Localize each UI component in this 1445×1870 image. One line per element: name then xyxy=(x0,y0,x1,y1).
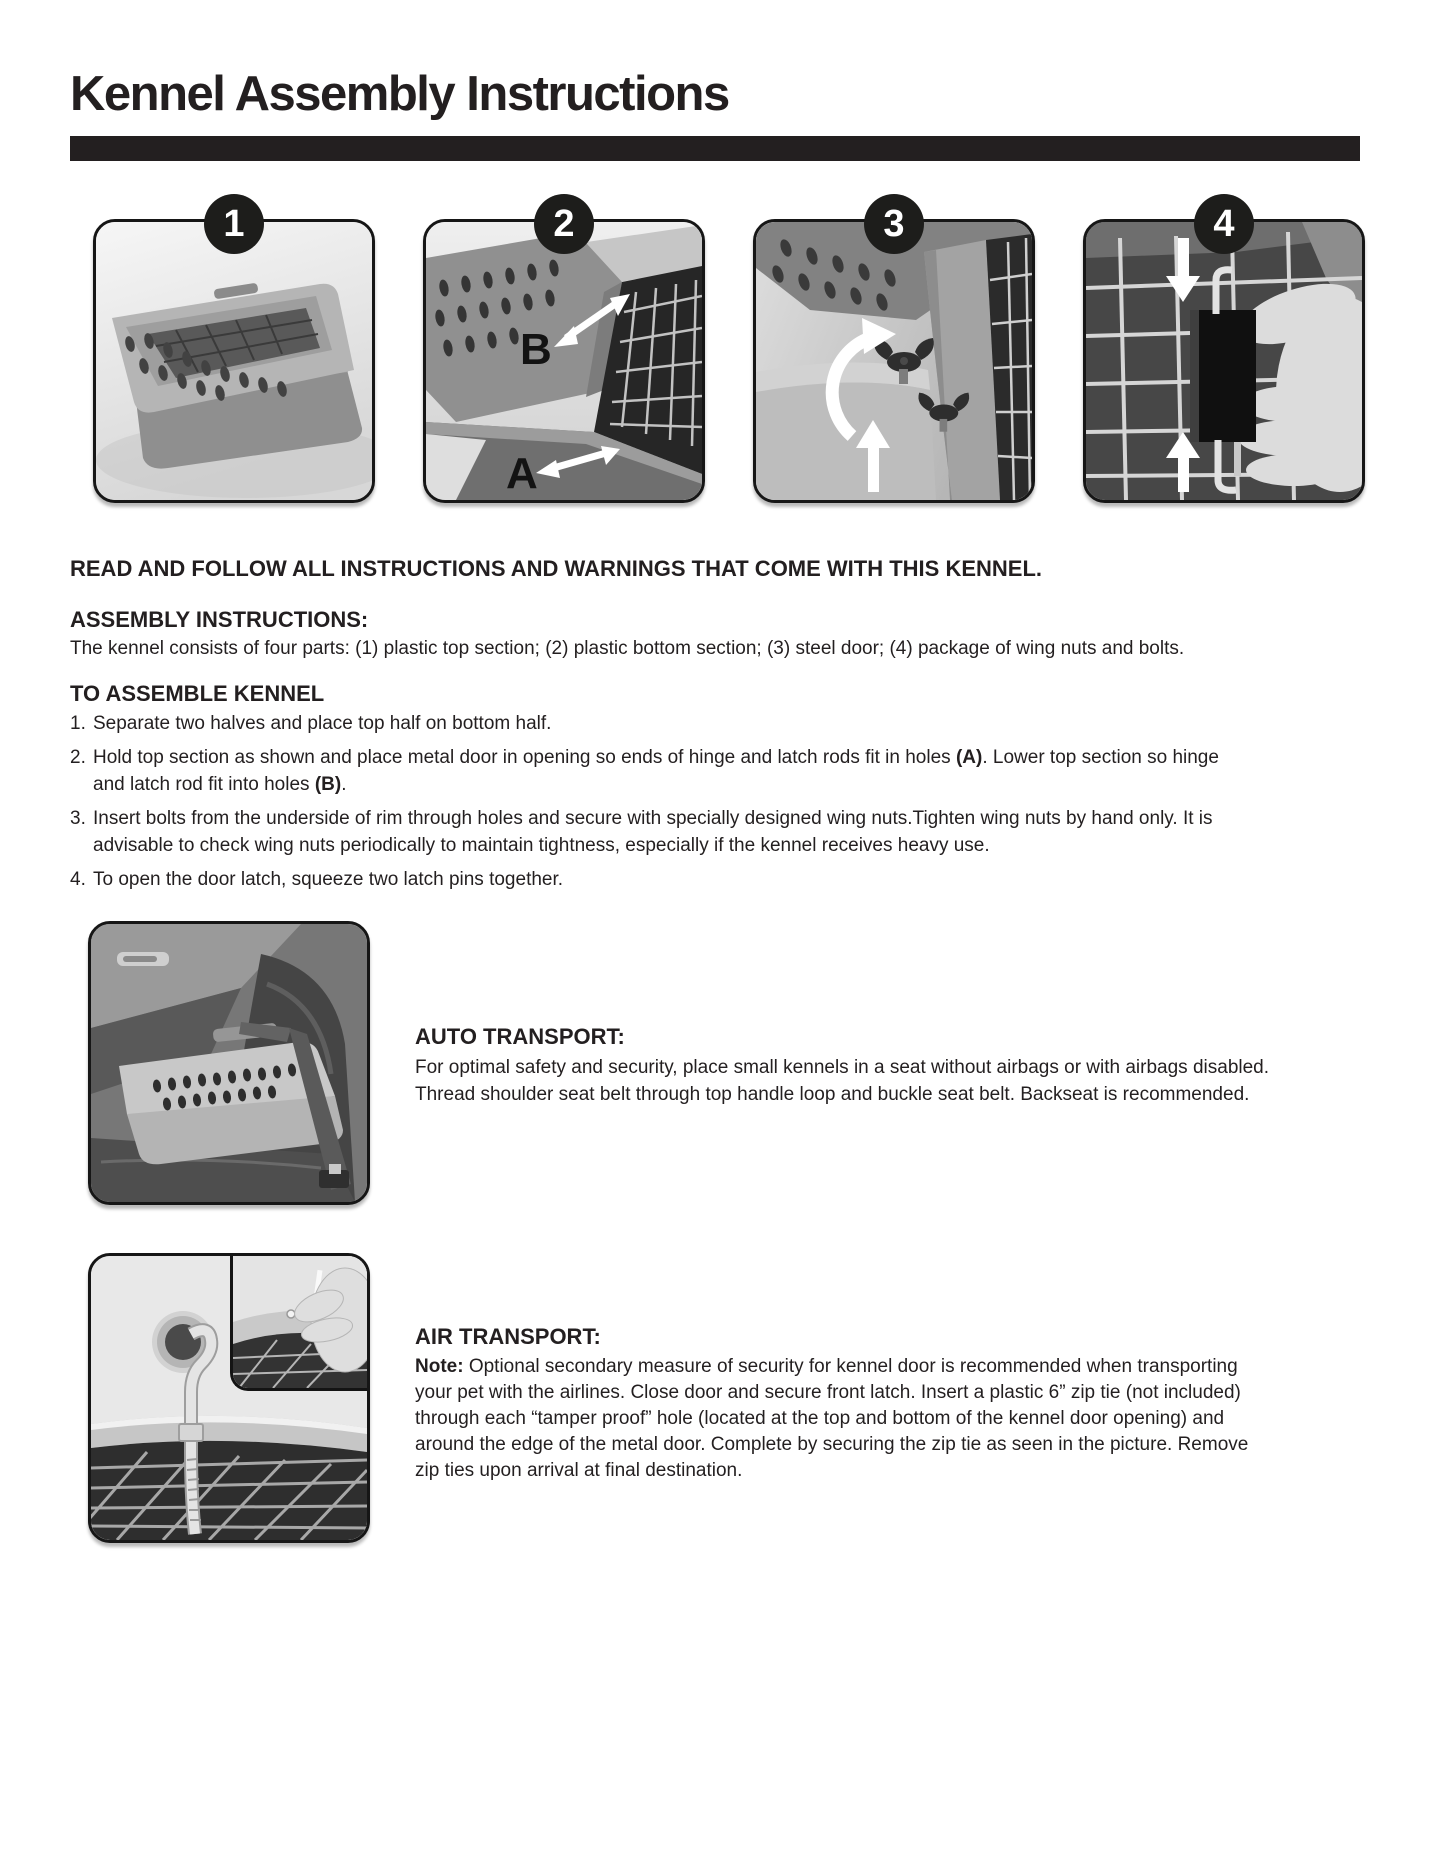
text-line: and latch rod fit into holes (B). xyxy=(93,774,347,795)
photo-wing-nut xyxy=(753,219,1035,503)
text-line: Insert bolts from the underside of rim through holes and secure with specially designed wing nuts.Tighten wing nuts by hand only. It is xyxy=(93,808,1213,829)
step-text xyxy=(93,744,1360,798)
photo-door-latch xyxy=(1083,219,1365,503)
text-line: around the edge of the metal door. Complete by securing the zip tie as seen in the picture. Remove xyxy=(415,1434,1249,1455)
kennel-halves-illustration xyxy=(96,222,372,500)
text-line: Thread shoulder seat belt through top handle loop and buckle seat belt. Backseat is recommended. xyxy=(415,1084,1250,1105)
text-line: Note: Optional secondary measure of security for kennel door is recommended when transporting xyxy=(415,1356,1238,1377)
step-2-number-badge: 2 xyxy=(534,194,594,254)
figure-air-transport xyxy=(88,1253,370,1543)
step-number: 3. xyxy=(70,808,86,829)
assembly-step-4 xyxy=(70,866,1360,893)
figure-step-1 xyxy=(93,202,375,503)
text-line: through each “tamper proof” hole (located at the top and bottom of the kennel door opening) and xyxy=(415,1408,1225,1429)
wing-nut-illustration xyxy=(756,222,1032,500)
text-line: your pet with the airlines. Close door and secure front latch. Insert a plastic 6” zip tie (not included) xyxy=(415,1382,1241,1403)
auto-transport-illustration xyxy=(91,924,367,1202)
air-transport-heading: AIR TRANSPORT: xyxy=(415,1324,601,1349)
text-line: zip ties upon arrival at final destination. xyxy=(415,1460,743,1481)
zip-tie-insert-illustration xyxy=(233,1256,367,1388)
text-line: For optimal safety and security, place small kennels in a seat without airbags or with airbags disabled. xyxy=(415,1057,1270,1078)
step-text xyxy=(93,805,1360,859)
photo-air-transport xyxy=(88,1253,370,1543)
step-text xyxy=(93,710,1360,737)
text-line: Separate two halves and place top half on bottom half. xyxy=(93,713,552,734)
figure-step-2 xyxy=(423,202,705,503)
figure-step-3 xyxy=(753,202,1035,503)
photo-door-placement xyxy=(423,219,705,503)
hole-label-b: B xyxy=(520,325,552,374)
assembly-step-2 xyxy=(70,744,1360,798)
assembly-instructions-heading: ASSEMBLY INSTRUCTIONS: xyxy=(70,607,369,632)
figure-auto-transport xyxy=(88,921,370,1205)
auto-transport-paragraph xyxy=(415,1054,1365,1108)
step-number: 2. xyxy=(70,747,86,768)
title-rule xyxy=(70,136,1360,161)
text-line: Hold top section as shown and place metal door in opening so ends of hinge and latch rods fit in holes (A). Lower top section so hinge xyxy=(93,747,1219,768)
zip-tie-head xyxy=(179,1424,203,1441)
latch-housing xyxy=(1190,310,1256,442)
photo-kennel-halves xyxy=(93,219,375,503)
step-3-number-badge: 3 xyxy=(864,194,924,254)
assembly-instructions-body: The kennel consists of four parts: (1) plastic top section; (2) plastic bottom section; (3) steel door; (4) package of wing nuts and bolts. xyxy=(70,638,1185,659)
page-title: Kennel Assembly Instructions xyxy=(70,67,729,121)
step-1-number-badge: 1 xyxy=(204,194,264,254)
step-4-number-badge: 4 xyxy=(1194,194,1254,254)
step-number: 1. xyxy=(70,713,86,734)
assembly-steps-list xyxy=(70,710,1360,900)
text-line: advisable to check wing nuts periodically to maintain tightness, especially if the kennel receives heavy use. xyxy=(93,835,990,856)
step-number: 4. xyxy=(70,869,86,890)
text-line: To open the door latch, squeeze two latch pins together. xyxy=(93,869,564,890)
door-latch-illustration xyxy=(1086,222,1362,500)
figure-step-4 xyxy=(1083,202,1365,503)
assembly-step-1 xyxy=(70,710,1360,737)
to-assemble-heading: TO ASSEMBLE KENNEL xyxy=(70,681,325,706)
door-placement-illustration xyxy=(426,222,702,500)
auto-transport-heading: AUTO TRANSPORT: xyxy=(415,1024,625,1049)
air-transport-inset-photo xyxy=(230,1256,367,1391)
photo-auto-transport xyxy=(88,921,370,1205)
step-text xyxy=(93,866,1360,893)
air-transport-paragraph xyxy=(415,1354,1365,1484)
assembly-step-3 xyxy=(70,805,1360,859)
warning-text: READ AND FOLLOW ALL INSTRUCTIONS AND WARNINGS THAT COME WITH THIS KENNEL. xyxy=(70,556,1043,581)
hole-label-a: A xyxy=(506,449,538,498)
